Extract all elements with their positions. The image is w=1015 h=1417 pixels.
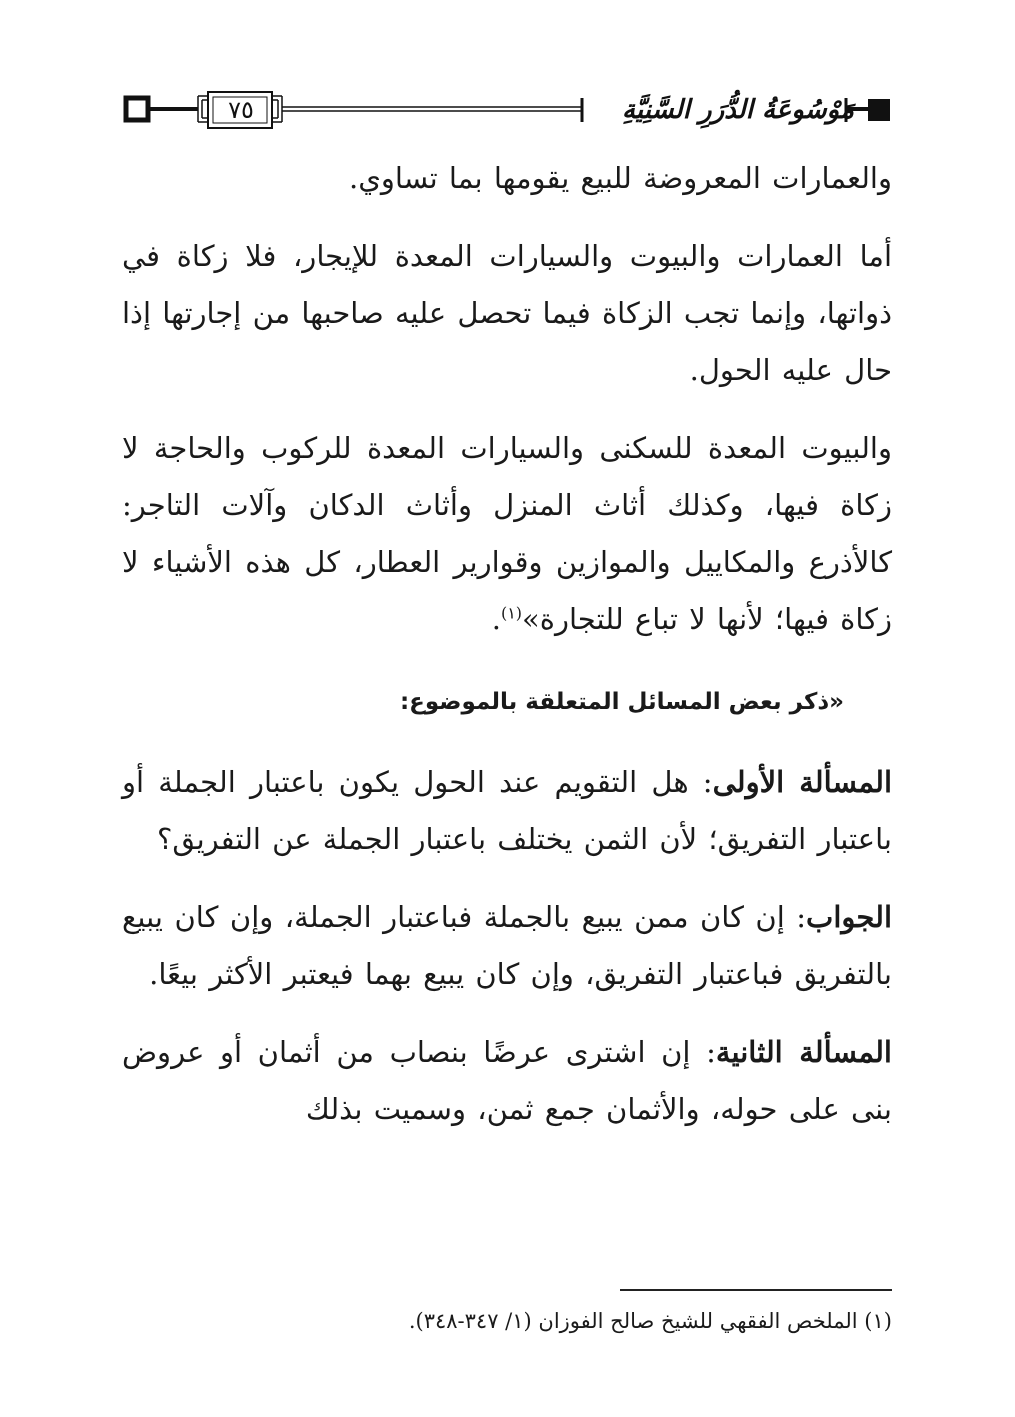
- paragraph-1: والعمارات المعروضة للبيع يقومها بما تساوي.: [349, 161, 892, 195]
- question-1: [122, 754, 892, 868]
- question-1-lead: المسألة الأولى: [712, 765, 893, 799]
- paragraph-2: أما العمارات والبيوت والسيارات المعدة للإيجار، فلا زكاة في ذواتها، وإنما تجب الزكاة فيما تحصل عليه صاحبها من إجارتها إذا حال عليه الحول.: [122, 239, 892, 387]
- answer-1-text: : إن كان ممن يبيع بالجملة فباعتبار الجملة، وإن كان يبيع بالتفريق فباعتبار التفريق، وإن كان يبيع بهما فيعتبر الأكثر بيعًا.: [122, 900, 892, 991]
- paragraph-3: [122, 420, 892, 648]
- section-heading: «ذكر بعض المسائل المتعلقة بالموضوع:: [399, 689, 844, 715]
- paragraph-3-text: والبيوت المعدة للسكنى والسيارات المعدة للركوب والحاجة لا زكاة فيها، وكذلك أثاث المنزل وأثاث الدكان وآلات التاجر: كالأذرع والمكاييل والموازين وقوارير العطار، كل هذه الأشياء لا زكاة فيها؛ لأنها لا تباع للتجارة»: [122, 431, 892, 636]
- answer-1: [122, 889, 892, 1003]
- paragraph-3-end: .: [491, 602, 501, 636]
- page-body: [122, 150, 892, 1138]
- book-title: مَوْسُوعَةُ الدُّرَرِ السَّنِيَّةِ: [621, 95, 854, 125]
- footnote-divider: [620, 1289, 892, 1291]
- question-1-text: : هل التقويم عند الحول يكون باعتبار الجملة أو باعتبار التفريق؛ لأن الثمن يختلف باعتبار الجملة عن التفريق؟: [122, 765, 892, 856]
- footnote: (١) الملخص الفقهي للشيخ صالح الفوزان (١/ ٣٤٧-٣٤٨).: [408, 1309, 892, 1333]
- corner-square-right-icon: [868, 99, 890, 121]
- question-2-text: : إن اشترى عرضًا بنصاب من أثمان أو عروض بنى على حوله، والأثمان جمع ثمن، وسميت بذلك: [122, 1035, 892, 1126]
- corner-square-left-icon: [126, 98, 148, 120]
- page-header: [122, 88, 892, 136]
- question-2-lead: المسألة الثانية: [715, 1035, 892, 1069]
- footnote-reference[interactable]: (١): [500, 603, 523, 623]
- answer-1-lead: الجواب: [806, 900, 892, 934]
- question-2: [122, 1024, 892, 1138]
- page-number: ٧٥: [228, 96, 254, 124]
